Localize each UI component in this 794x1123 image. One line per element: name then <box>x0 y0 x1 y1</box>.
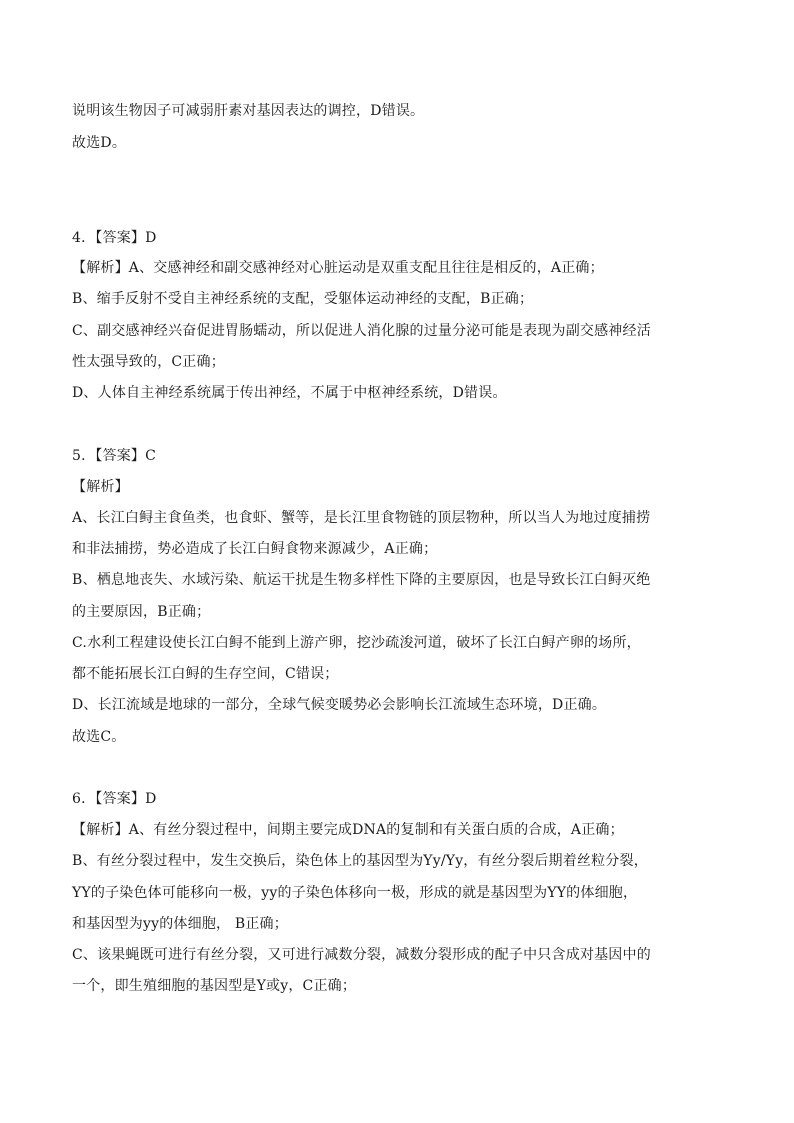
question-4-answer: 4．【答案】D <box>72 230 157 246</box>
question-5-explanation-b-cont: 的主要原因，B正确； <box>72 604 211 620</box>
question-5-explanation-d: D、长江流域是地球的一部分，全球气候变暖势必会影响长江流域生态环境，D正确。 <box>72 697 607 713</box>
question-4-explanation-c-cont: 性太强导致的，C正确； <box>72 354 225 370</box>
question-6-explanation-b-cont: 和基因型为yy的体细胞， B正确； <box>72 916 288 932</box>
question-6-explanation-b-cont: YY的子染色体可能移向一极，yy的子染色体移向一极，形成的就是基因型为YY的体细胞， <box>72 885 638 901</box>
question-5-explanation-a-cont: 和非法捕捞，势必造成了长江白鲟食物来源减少，A正确； <box>72 541 438 557</box>
question-4-explanation-a: 【解析】A、交感神经和副交感神经对心脏运动是双重支配且往往是相反的，A正确； <box>72 260 604 276</box>
text-line: 说明该生物因子可减弱肝素对基因表达的调控，D错误。 <box>72 103 425 119</box>
question-5-explanation-c-cont: 都不能拓展长江白鲟的生存空间，C错误； <box>72 666 339 682</box>
question-6-explanation-c-cont: 一个，即生殖细胞的基因型是Y或y，C正确； <box>72 978 357 994</box>
question-4-explanation-c: C、副交感神经兴奋促进胃肠蠕动，所以促进人消化腺的过量分泌可能是表现为副交感神经活 <box>72 323 651 339</box>
question-6-explanation-c: C、该果蝇既可进行有丝分裂，又可进行减数分裂，减数分裂形成的配子中只含成对基因中的 <box>72 947 651 963</box>
question-5-answer: 5．【答案】C <box>72 448 157 464</box>
question-5-conclusion: 故选C。 <box>72 729 126 745</box>
text-line: 故选D。 <box>72 135 127 151</box>
question-4-explanation-d: D、人体自主神经系统属于传出神经，不属于中枢神经系统，D错误。 <box>72 385 507 401</box>
question-5-explanation-heading: 【解析】 <box>72 479 129 495</box>
question-5-explanation-c: C.水利工程建设使长江白鲟不能到上游产卵，挖沙疏浚河道，破坏了长江白鲟产卵的场所， <box>72 635 641 651</box>
question-5-explanation-a: A、长江白鲟主食鱼类，也食虾、蟹等，是长江里食物链的顶层物种，所以当人为地过度捕捞 <box>72 510 651 526</box>
question-4-explanation-b: B、缩手反射不受自主神经系统的支配，受躯体运动神经的支配，B正确； <box>72 291 534 307</box>
question-6-explanation-a: 【解析】A、有丝分裂过程中，间期主要完成DNA的复制和有关蛋白质的合成，A正确； <box>72 822 624 838</box>
question-6-answer: 6．【答案】D <box>72 791 157 807</box>
question-6-explanation-b: B、有丝分裂过程中，发生交换后，染色体上的基因型为Yy/Yy，有丝分裂后期着丝粒分裂， <box>72 853 648 869</box>
question-5-explanation-b: B、栖息地丧失、水域污染、航运干扰是生物多样性下降的主要原因，也是导致长江白鲟灭绝 <box>72 572 651 588</box>
